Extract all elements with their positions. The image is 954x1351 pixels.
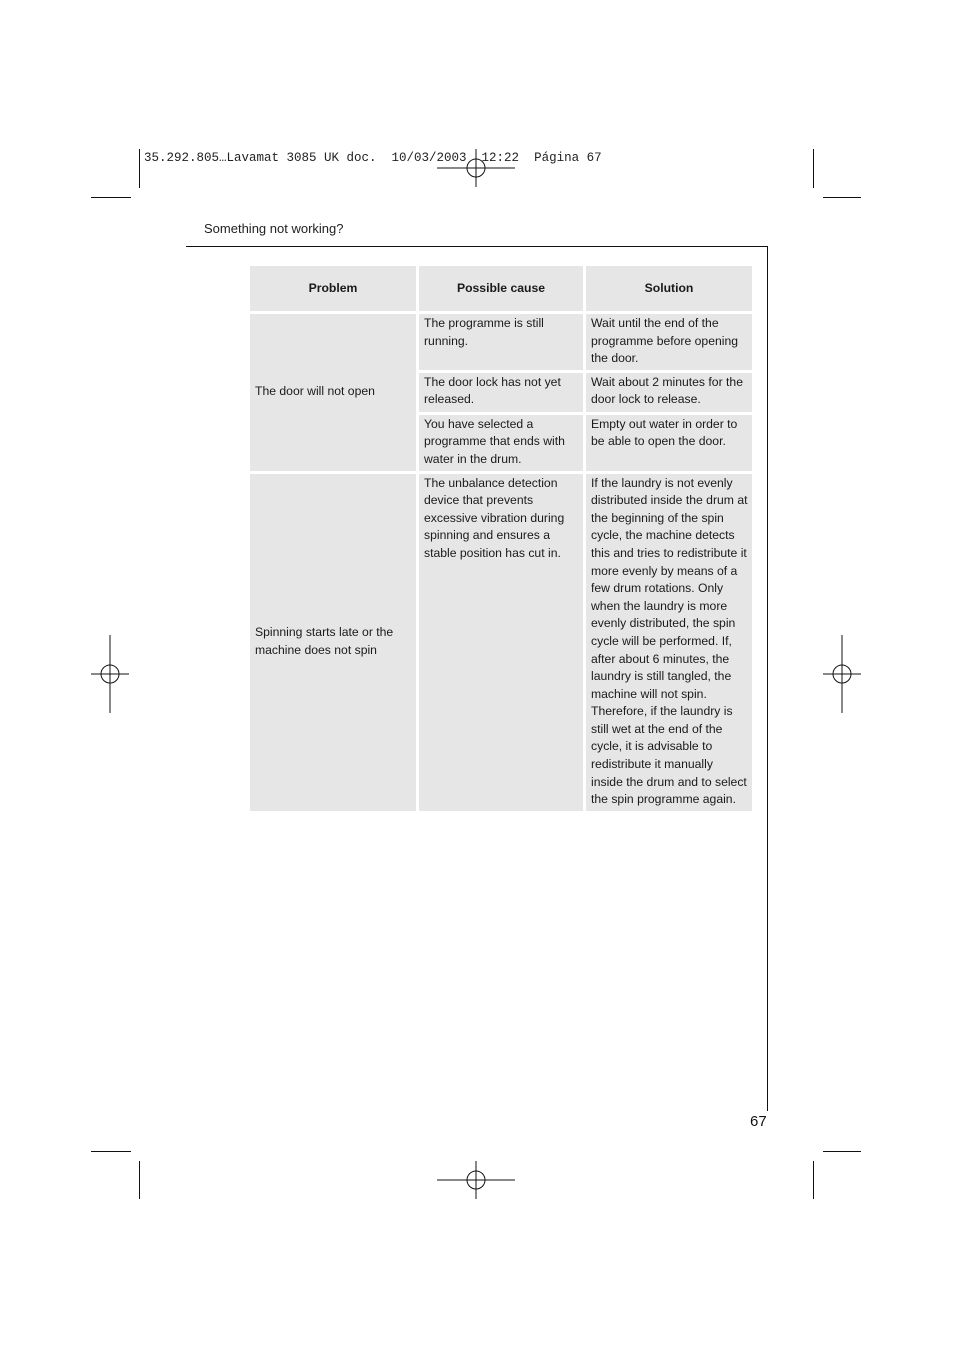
registration-mark-top: [437, 129, 515, 207]
crop-mark-top-right-v: [813, 149, 814, 188]
crop-mark-bottom-left-h: [91, 1151, 131, 1152]
page-number: 67: [750, 1113, 767, 1130]
print-slug: 35.292.805…Lavamat 3085 UK doc. 10/03/2003 12:22 Página 67: [144, 151, 602, 165]
registration-mark-left: [71, 635, 149, 713]
crop-mark-top-left-h: [91, 197, 131, 198]
crop-mark-top-left-v: [139, 149, 140, 188]
cause-cell: The unbalance detection device that prevents excessive vibration during spinning and ensures a stable position has cut in.: [419, 474, 583, 811]
solution-cell: Wait until the end of the programme before opening the door.: [586, 314, 752, 370]
section-title: Something not working?: [204, 221, 344, 236]
troubleshooting-table: [247, 263, 755, 814]
cause-cell: The programme is still running.: [419, 314, 583, 370]
registration-mark-bottom: [437, 1141, 515, 1219]
table-row: [250, 314, 752, 370]
registration-mark-right: [803, 635, 881, 713]
solution-cell: Empty out water in order to be able to open the door.: [586, 415, 752, 471]
problem-cell: Spinning starts late or the machine does not spin: [250, 474, 416, 811]
margin-rule: [767, 246, 768, 1111]
header-rule: [186, 246, 768, 247]
crop-mark-top-right-h: [823, 197, 861, 198]
header-problem: Problem: [250, 266, 416, 311]
solution-cell: Wait about 2 minutes for the door lock to release.: [586, 373, 752, 412]
header-cause: Possible cause: [419, 266, 583, 311]
crop-mark-bottom-left-v: [139, 1161, 140, 1199]
cause-cell: The door lock has not yet released.: [419, 373, 583, 412]
table-row: [250, 474, 752, 811]
cause-cell: You have selected a programme that ends with water in the drum.: [419, 415, 583, 471]
table-header-row: [250, 266, 752, 311]
crop-mark-bottom-right-h: [823, 1151, 861, 1152]
crop-mark-bottom-right-v: [813, 1161, 814, 1199]
problem-cell: The door will not open: [250, 314, 416, 471]
solution-cell: If the laundry is not evenly distributed inside the drum at the beginning of the spin cycle, the machine detects this and tries to redistribute it more evenly by means of a few drum rotations. Only when the laundry is more evenly distributed, the spin cycle will be performed. If, after about 6 minutes, the laundry is still tangled, the machine will not spin. Therefore, if the laundry is still wet at the end of the cycle, it is advisable to redistribute it manually inside the drum and to select the spin programme again.: [586, 474, 752, 811]
header-solution: Solution: [586, 266, 752, 311]
